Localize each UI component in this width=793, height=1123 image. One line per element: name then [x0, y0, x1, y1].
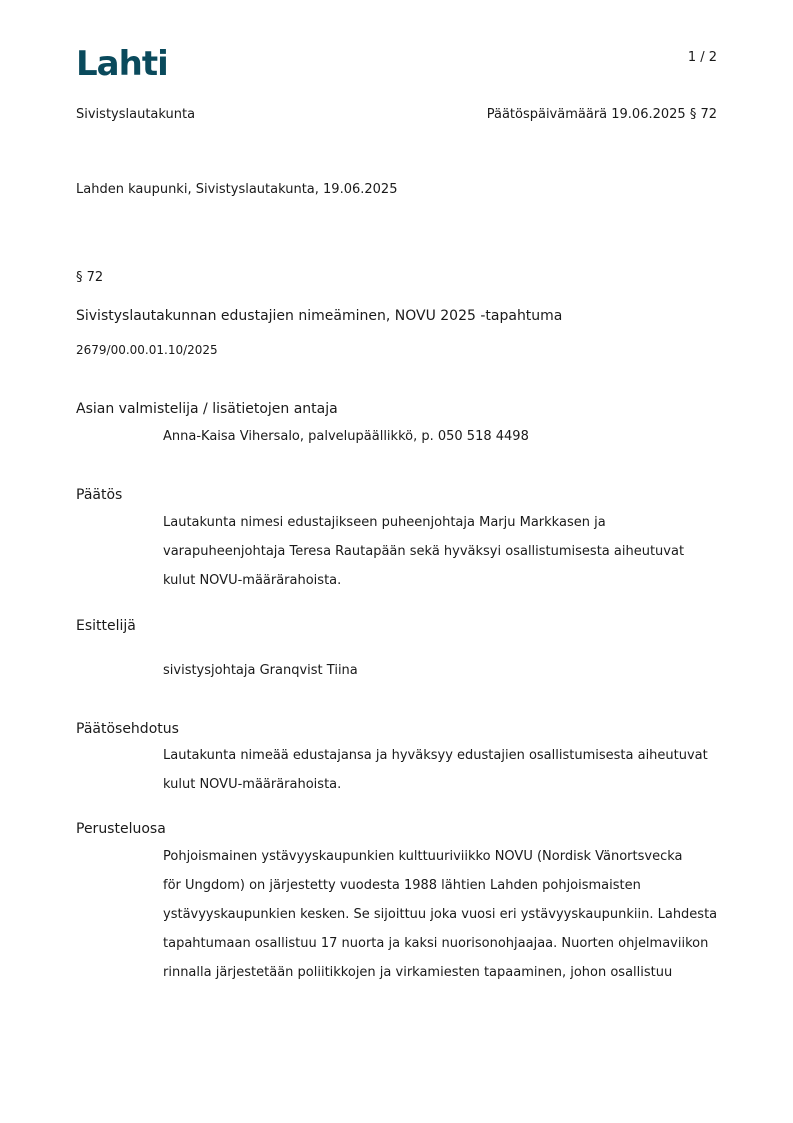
- proposal-line: kulut NOVU-määrärahoista.: [163, 777, 342, 792]
- organ-name: Sivistyslautakunta: [76, 107, 196, 122]
- diary-number: 2679/00.00.01.10/2025: [76, 343, 218, 357]
- meeting-line: Lahden kaupunki, Sivistyslautakunta, 19.06.2025: [76, 182, 398, 197]
- preparer-text: [163, 422, 529, 451]
- justification-text: [163, 842, 717, 987]
- page-title: Sivistyslautakunnan edustajien nimeäminen, NOVU 2025 -tapahtuma: [76, 308, 563, 324]
- presenter-heading: Esittelijä: [76, 618, 136, 634]
- justification-heading: Perusteluosa: [76, 821, 166, 837]
- justification-line: Pohjoismainen ystävyyskaupunkien kulttuuriviikko NOVU (Nordisk Vänortsvecka: [163, 849, 683, 864]
- presenter-text: [163, 656, 358, 685]
- proposal-text: [163, 741, 708, 799]
- lahti-logo: Lahti: [76, 44, 168, 84]
- presenter-line: sivistysjohtaja Granqvist Tiina: [163, 663, 358, 678]
- decision-text: [163, 508, 684, 595]
- decision-date: Päätöspäivämäärä 19.06.2025 § 72: [486, 107, 717, 122]
- page-number: 1 / 2: [687, 50, 717, 65]
- decision-line: varapuheenjohtaja Teresa Rautapään sekä hyväksyi osallistumisesta aiheutuvat: [163, 544, 685, 559]
- section-mark: § 72: [76, 270, 104, 285]
- preparer-heading: Asian valmistelija / lisätietojen antaja: [76, 401, 338, 417]
- proposal-heading: Päätösehdotus: [76, 721, 179, 737]
- preparer-line: Anna-Kaisa Vihersalo, palvelupäällikkö, p. 050 518 4498: [163, 429, 529, 444]
- justification-line: ystävyyskaupunkien kesken. Se sijoittuu joka vuosi eri ystävyyskaupunkiin. Lahdesta: [163, 907, 718, 922]
- proposal-line: Lautakunta nimeää edustajansa ja hyväksyy edustajien osallistumisesta aiheutuvat: [163, 748, 708, 763]
- decision-heading: Päätös: [76, 487, 123, 503]
- decision-line: kulut NOVU-määrärahoista.: [163, 573, 342, 588]
- justification-line: för Ungdom) on järjestetty vuodesta 1988 lähtien Lahden pohjoismaisten: [163, 878, 641, 893]
- decision-line: Lautakunta nimesi edustajikseen puheenjohtaja Marju Markkasen ja: [163, 515, 606, 530]
- justification-line: rinnalla järjestetään poliitikkojen ja virkamiesten tapaaminen, johon osallistuu: [163, 965, 673, 980]
- justification-line: tapahtumaan osallistuu 17 nuorta ja kaksi nuorisonohjaajaa. Nuorten ohjelmaviikon: [163, 936, 709, 951]
